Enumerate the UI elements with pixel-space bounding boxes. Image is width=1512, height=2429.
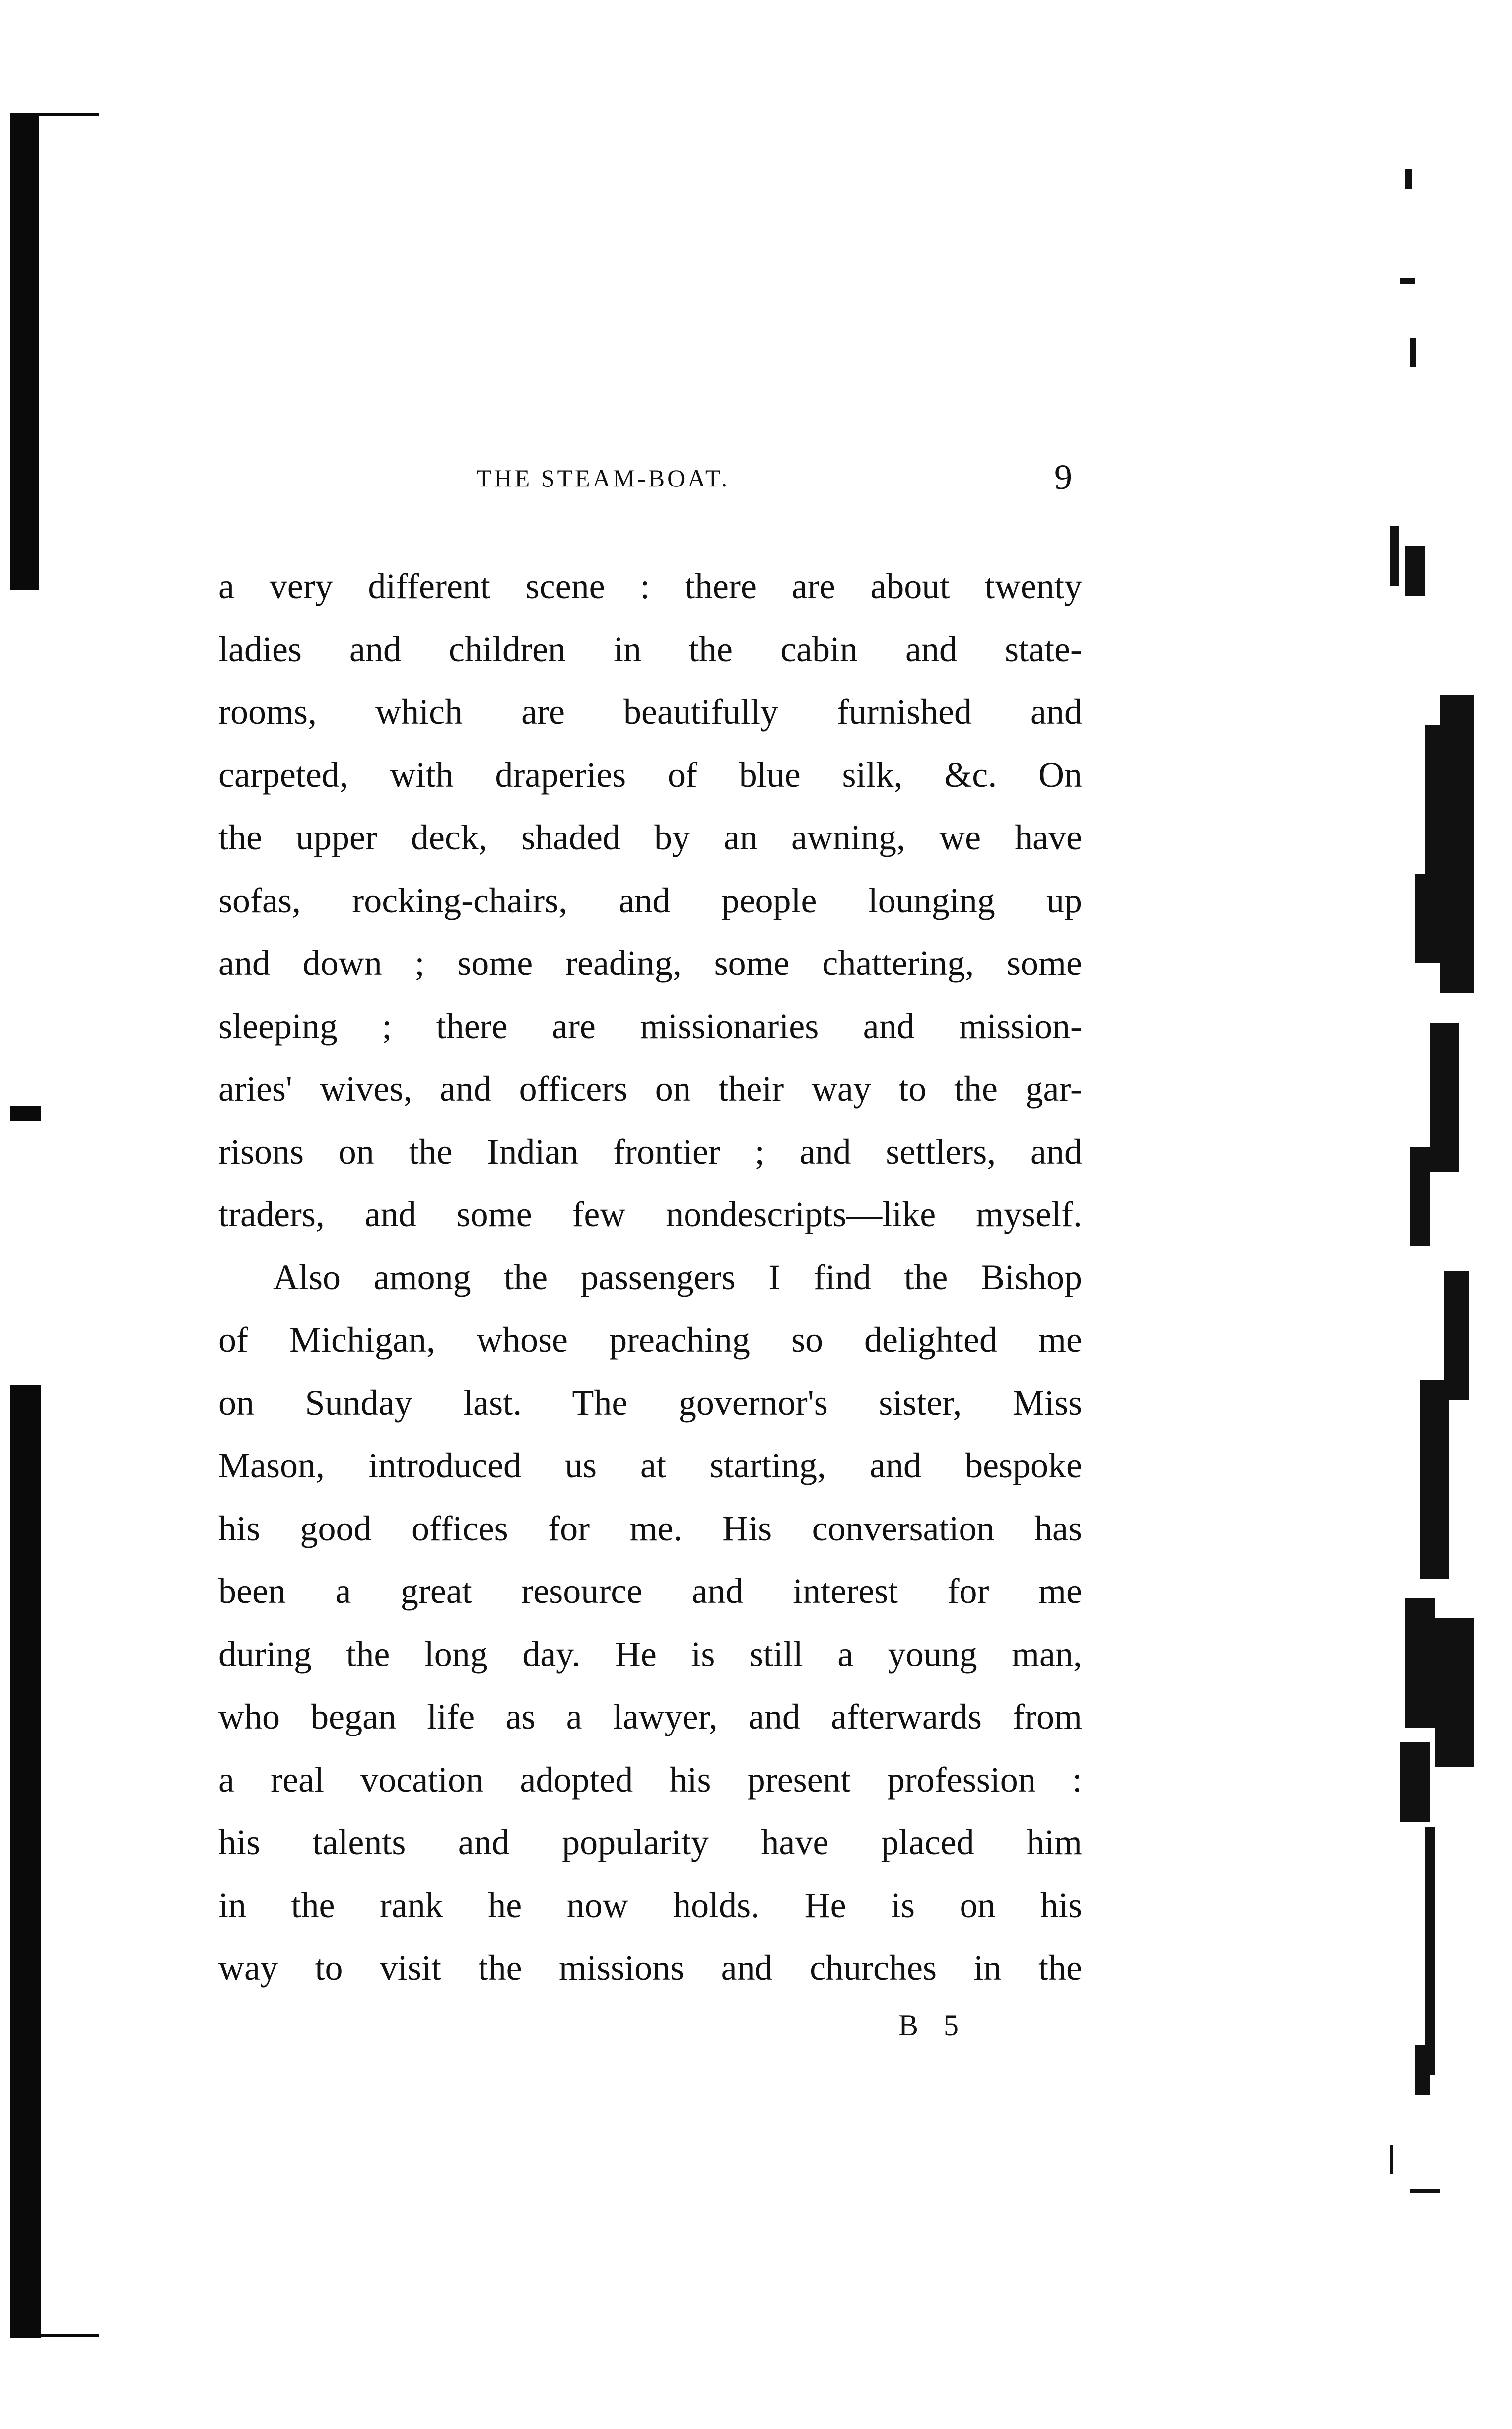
text-line: traders, and some few nondescripts—like myself. [218, 1194, 1082, 1234]
text-line: a very different scene : there are about twenty [218, 566, 1082, 606]
text-line: risons on the Indian frontier ; and settlers, and [218, 1131, 1082, 1172]
text-line: been a great resource and interest for me [218, 1571, 1082, 1611]
text-line: a real vocation adopted his present profession : [218, 1759, 1082, 1800]
text-line: during the long day. He is still a young man, [218, 1634, 1082, 1674]
page-number: 9 [1054, 457, 1072, 497]
text-line: Also among the passengers I find the Bishop [273, 1257, 1082, 1297]
binding-rule-bottom [10, 2334, 99, 2337]
text-line: of Michigan, whose preaching so delighted me [218, 1320, 1082, 1360]
signature-mark: B 5 [898, 2009, 968, 2042]
text-line: and down ; some reading, some chattering, some [218, 943, 1082, 983]
text-line: his talents and popularity have placed him [218, 1822, 1082, 1862]
running-head: THE STEAM-BOAT. [477, 464, 730, 492]
text-line: who began life as a lawyer, and afterwards from [218, 1697, 1082, 1736]
text-line: sofas, rocking-chairs, and people lounging up [218, 880, 1082, 920]
text-line: carpeted, with draperies of blue silk, &c. On [218, 755, 1082, 795]
binding-rule-top [10, 113, 99, 116]
text-line: ladies and children in the cabin and state- [218, 629, 1082, 669]
body-text [218, 555, 1082, 2000]
text-line: aries' wives, and officers on their way to the gar- [218, 1069, 1082, 1109]
text-line: on Sunday last. The governor's sister, Miss [218, 1383, 1082, 1423]
text-line: way to visit the missions and churches in the [218, 1948, 1082, 1988]
text-line: his good offices for me. His conversation has [218, 1508, 1082, 1548]
page-header [477, 457, 1092, 496]
text-line: the upper deck, shaded by an awning, we have [218, 818, 1082, 857]
text-line: Mason, introduced us at starting, and bespoke [218, 1446, 1082, 1485]
text-line: sleeping ; there are missionaries and mission- [218, 1006, 1082, 1046]
binding-shadow-bottom [10, 1385, 41, 2338]
binding-mark-middle [10, 1106, 41, 1121]
text-line: in the rank he now holds. He is on his [218, 1885, 1082, 1925]
binding-shadow-top [10, 113, 39, 590]
text-line: rooms, which are beautifully furnished and [218, 692, 1082, 732]
page-edge-noise [1370, 129, 1489, 2338]
